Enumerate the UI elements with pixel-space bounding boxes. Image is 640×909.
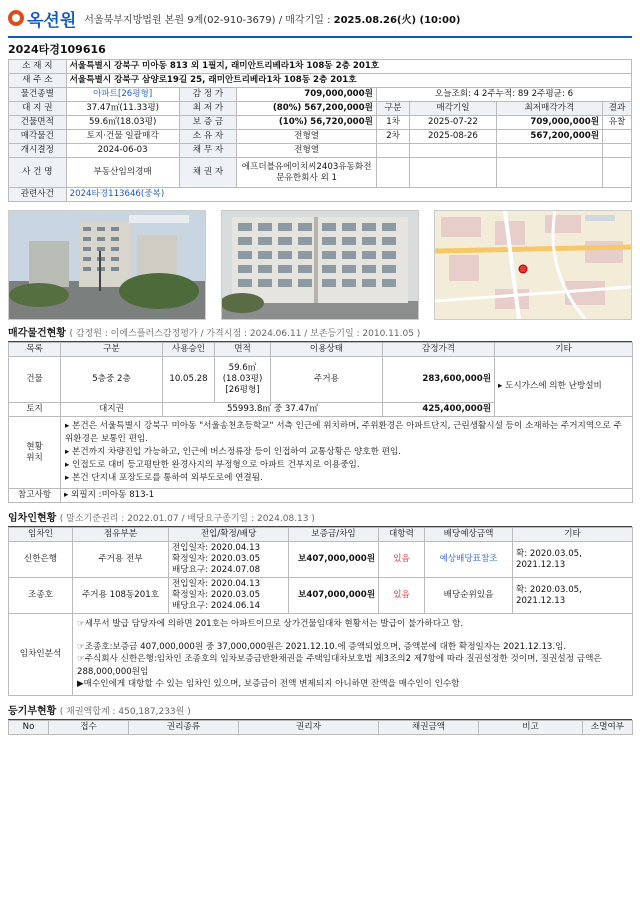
round-1-label: 1차 [376,116,409,130]
ref-value: ▸ 외필지 :미아동 813-1 [61,489,633,503]
tenant-power: 있음 [379,542,425,578]
tn-header-2: 전입/확정/배당 [169,528,289,542]
bldg-etc: ▸ 도시가스에 의한 난방설비 [495,357,633,417]
ap-header-6: 기타 [495,343,633,357]
bldg-label: 건물 [9,357,61,403]
deposit-value: (10%) 56,720,000원 [237,116,377,130]
tenant-date: 배당요구: 2024.06.14 [172,601,261,611]
analysis-line: ☞조종호:보증금 407,000,000원 중 37,000,000원은 2021.12.10.에 증액되었으며, 증액분에 대한 확정일자는 2021.12.13.임. [77,641,567,652]
event-label: 사 건 명 [9,158,67,188]
tenant-part: 주거용 108동201호 [73,578,169,614]
round-empty-cell [376,158,409,188]
appraisal-table [8,342,633,503]
bldg-use: 주거용 [271,357,383,403]
round-empty-cell [410,158,496,188]
start-value: 2024-06-03 [66,144,179,158]
tenant-sub: ( 말소기준권리 : 2022.01.07 / 배당요구종기일 : 2024.08.13 ) [59,514,315,524]
land-row-price: 425,400,000원 [383,403,495,417]
ap-header-0: 목록 [9,343,61,357]
auction-sheet [8,0,632,735]
court-info: 서울북부지방법원 본원 9계(02-910-3679) [84,14,276,26]
round-header-2: 최저매각가격 [496,102,602,116]
apartment-photo[interactable] [8,210,206,320]
related-case-link[interactable]: 2024타경113646(중복) [66,188,631,202]
info-table [8,59,632,202]
header-info [84,11,460,26]
round-1-date: 2025-07-22 [410,116,496,130]
tenant-amount: 보407,000,000원 [289,542,379,578]
round-2-date: 2025-08-26 [410,130,496,144]
rg-header-1: 접수 [49,720,129,734]
related-label: 관련사건 [9,188,67,202]
bldg-area [215,357,271,403]
tn-header-0: 임차인 [9,528,73,542]
appraisal-sub: ( 감정원 : 이에스플러스감정평가 / 가격시점 : 2024.06.11 / 보존등기일 : 2010.11.05 ) [69,329,421,339]
ap-header-3: 면적 [215,343,271,357]
building-photo[interactable] [221,210,419,320]
tenant-date: 전입일자: 2020.04.13 [172,543,261,553]
appraisal-section-title [8,324,632,342]
round-header-3: 결과 [603,102,632,116]
land-row-label: 토지 [9,403,61,417]
new-address-label: 새 주 소 [9,74,67,88]
ap-header-1: 구분 [61,343,163,357]
rg-header-3: 권리자 [239,720,379,734]
header-sep: / 매각기일 : [275,14,334,26]
tenant-dates [169,578,289,614]
rg-header-4: 채권금액 [379,720,479,734]
tn-header-6: 기타 [513,528,633,542]
registry-sub: ( 채권액합계 : 450,187,233원 ) [59,706,191,717]
land-row-area: 55993.8㎡ 중 37.47㎡ [163,403,383,417]
logo-icon [8,10,24,26]
rg-header-5: 비고 [479,720,583,734]
location-desc [61,417,633,489]
registry-table [8,720,633,735]
table-row [9,542,633,578]
location-label: 현황 위치 [9,417,61,489]
ap-header-5: 감정가격 [383,343,495,357]
tenant-table [8,527,633,696]
round-2-label: 2차 [376,130,409,144]
ap-header-2: 사용승인 [163,343,215,357]
bldg-area-m2: 59.6㎡ [228,363,257,373]
round-empty-cell [603,158,632,188]
tenant-part: 주거용 전부 [73,542,169,578]
round-empty-cell [376,144,409,158]
rg-header-0: No [9,720,49,734]
analysis-line [77,631,628,641]
location-line: ▸ 인접도로 대비 등고평탄한 완경사지의 부정형으로 아파트 건부지로 이용중임. [65,460,360,470]
location-line: ▸ 본건까지 차량진입 가능하고, 인근에 버스정류장 등이 인접하여 교통상황은 양호한 편임. [65,447,401,457]
type-label: 물건종별 [9,88,67,102]
tenant-amount: 보407,000,000원 [289,578,379,614]
round-empty-cell [603,144,632,158]
analysis-label: 임차인분석 [9,614,73,696]
expected-dividend-link[interactable]: 예상배당표참조 [425,542,513,578]
sale-date: 2025.08.26(火) (10:00) [333,14,461,26]
registry-section-title [8,702,632,720]
round-2-result [603,130,632,144]
bldg-approval: 10.05.28 [163,357,215,403]
tenant-etc: 확: 2020.03.05, 2021.12.13 [513,542,633,578]
creditor-value: 에프더블유에이치씨2403유동화전문유한회사 외 1 [237,158,377,188]
area-value: 59.6㎡(18.03평) [66,116,179,130]
round-header-0: 구분 [376,102,409,116]
photo-strip [8,210,632,318]
bldg-floor: 5층중 2층 [61,357,163,403]
tenant-date: 전입일자: 2020.04.13 [172,579,261,589]
view-stats: 오늘조회: 4 2주누적: 89 2주평균: 6 [376,88,631,102]
tn-header-1: 점유부분 [73,528,169,542]
bldg-area-type: [26평형] [225,385,260,395]
bldg-price: 283,600,000원 [383,357,495,403]
analysis-line: ☞주식회사 신한은행:임차인 조종호의 임차보증금반환채권을 주택임대차보호법 제3조의2 제7항에 따라 질권설정한 것이며, 질권설정 금액은 288,000,000원임 [77,654,602,677]
tenant-power: 있음 [379,578,425,614]
land-value: 37.47㎡(11.33평) [66,102,179,116]
round-empty-cell [496,144,602,158]
round-1-result: 유찰 [603,116,632,130]
location-line: ▸ 본건 단지내 포장도로를 통하여 외부도로에 연결됨. [65,473,263,483]
start-label: 개시결정 [9,144,67,158]
registry-title: 등기부현황 [8,705,57,717]
ref-label: 참고사항 [9,489,61,503]
tenant-dates [169,542,289,578]
analysis-line: ☞세무서 발급 담당자에 의하면 201호는 아파트이므로 상가건물임대차 현황서는 발급이 불가하다고 함. [77,619,464,629]
round-1-price: 709,000,000원 [496,116,602,130]
land-row-type: 대지권 [61,403,163,417]
location-map[interactable] [434,210,632,320]
case-number: 2024타경109616 [8,43,106,56]
owner-label: 소 유 자 [179,130,237,144]
sale-value: 토지·건물 일괄매각 [66,130,179,144]
tenant-date: 배당요구: 2024.07.08 [172,565,261,575]
tenant-title: 임차인현황 [8,513,57,524]
round-header-1: 매각기일 [410,102,496,116]
analysis-line: ▶매수인에게 대항할 수 있는 임차인 있으며, 보증금이 전액 변제되지 아니하면 잔액을 매수인이 인수함 [77,679,460,689]
tn-header-5: 배당예상금액 [425,528,513,542]
rg-header-6: 소멸여부 [583,720,633,734]
min-value: (80%) 567,200,000원 [237,102,377,116]
round-empty-cell [496,158,602,188]
event-value: 부동산임의경매 [66,158,179,188]
type-value[interactable]: 아파트[26평형] [66,88,179,102]
tenant-etc: 확: 2020.03.05, 2021.12.13 [513,578,633,614]
deposit-label: 보 증 금 [179,116,237,130]
tenant-name: 조종호 [9,578,73,614]
tenant-section-title [8,509,632,527]
location-line: ▸ 본건은 서울특별시 강북구 미아동 "서울송천초등학교" 서측 인근에 위치하며, 주위환경은 아파트단지, 근린생활시설 등이 소재하는 주거지역으로 주위환경은 보통인 편임. [65,421,622,444]
rg-header-2: 권리종류 [129,720,239,734]
tenant-name: 신한은행 [9,542,73,578]
tn-header-3: 보증금/차임 [289,528,379,542]
sale-label: 매각물건 [9,130,67,144]
analysis-text [73,614,633,696]
min-label: 최 저 가 [179,102,237,116]
owner-value: 전형열 [237,130,377,144]
debtor-value: 전형열 [237,144,377,158]
new-address-value: 서울특별시 강북구 삼양로19길 25, 래미안트리베라1차 108동 2층 201호 [66,74,631,88]
header-bar [8,0,632,38]
appraisal-value: 709,000,000원 [237,88,377,102]
creditor-label: 채 권 자 [179,158,237,188]
round-2-price: 567,200,000원 [496,130,602,144]
table-row [9,578,633,614]
address-value: 서울특별시 강북구 미아동 813 외 1필지, 래미안트리베라1차 108동 2층 201호 [66,60,631,74]
tenant-expected: 배당순위있음 [425,578,513,614]
tenant-date: 확정일자: 2020.03.05 [172,590,261,600]
tn-header-4: 대항력 [379,528,425,542]
ap-header-4: 이용상태 [271,343,383,357]
bldg-area-py: (18.03평) [222,374,263,384]
area-label: 건물면적 [9,116,67,130]
logo-text: 옥션원 [27,10,77,31]
address-label: 소 재 지 [9,60,67,74]
debtor-label: 채 무 자 [179,144,237,158]
appraisal-label: 감 정 가 [179,88,237,102]
tenant-date: 확정일자: 2020.03.05 [172,554,261,564]
round-empty-cell [410,144,496,158]
appraisal-title: 매각물건현황 [8,328,66,339]
logo[interactable] [8,6,76,31]
land-label: 대 지 권 [9,102,67,116]
